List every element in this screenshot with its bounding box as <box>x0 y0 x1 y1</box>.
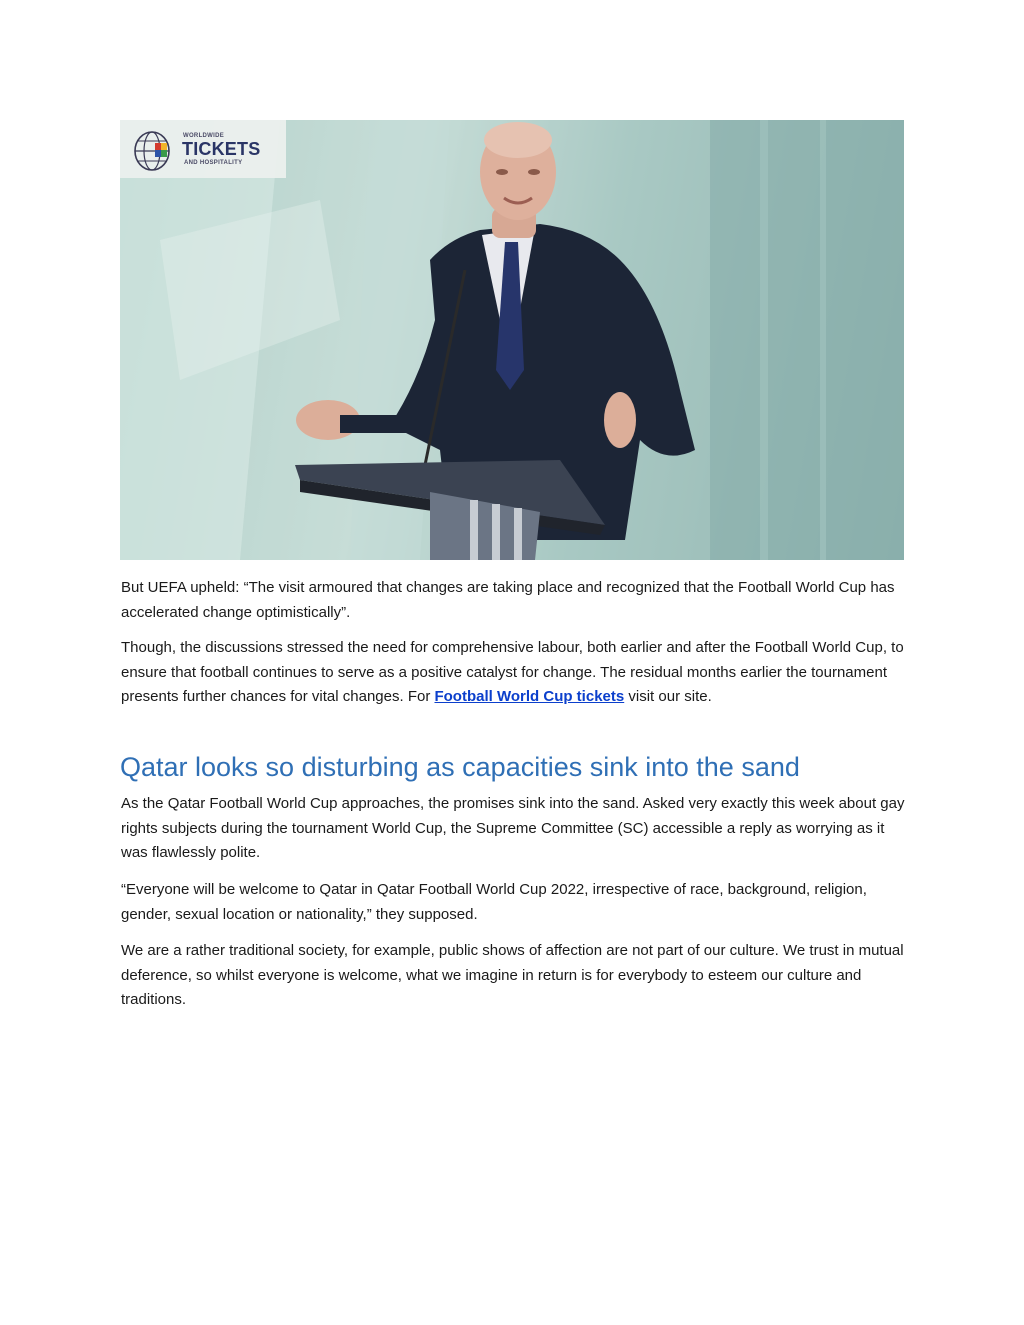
paragraph-traditional-society: We are a rather traditional society, for example, public shows of affection are not part of our culture. We trust in mutual deference, so whilst everyone is welcome, what we imagine in return is for everybody to esteem our culture and traditions. <box>121 942 904 1008</box>
paragraph-text-after-link: visit our site. <box>624 688 712 705</box>
logo-text-main: TICKETS <box>182 139 261 159</box>
paragraph-everyone-welcome-quote: “Everyone will be welcome to Qatar in Qatar Football World Cup 2022, irrespective of race, background, religion, gender, sexual location or nationality,” they supposed. <box>121 881 867 923</box>
football-world-cup-tickets-link[interactable]: Football World Cup tickets <box>434 688 625 705</box>
company-logo <box>120 120 286 178</box>
paragraph-promises-sink: As the Qatar Football World Cup approaches, the promises sink into the sand. Asked very exactly this week about gay rights subjects during the tournament World Cup, the Supreme Committee (SC) accessible a reply as worrying as it was flawlessly polite. <box>121 795 905 861</box>
paragraph-text-before-link: Though, the discussions stressed the need for comprehensive labour, both earlier and after the Football World Cup, to ensure that football continues to serve as a positive catalyst for change. The residual months earlier the tournament presents further chances for vital changes. For <box>121 639 904 705</box>
paragraph-labour-discussions <box>121 636 906 710</box>
globe-logo-icon <box>124 120 180 178</box>
paragraph-uefa-quote: But UEFA upheld: “The visit armoured that changes are taking place and recognized that the Football World Cup has accelerated change optimistically”. <box>121 579 895 621</box>
section-heading: Qatar looks so disturbing as capacities sink into the sand <box>120 752 800 782</box>
logo-text-bottom: AND HOSPITALITY <box>184 160 243 166</box>
logo-text-top: WORLDWIDE <box>183 133 225 139</box>
speaker-at-podium-illustration <box>120 120 904 560</box>
article-photo <box>120 120 904 560</box>
